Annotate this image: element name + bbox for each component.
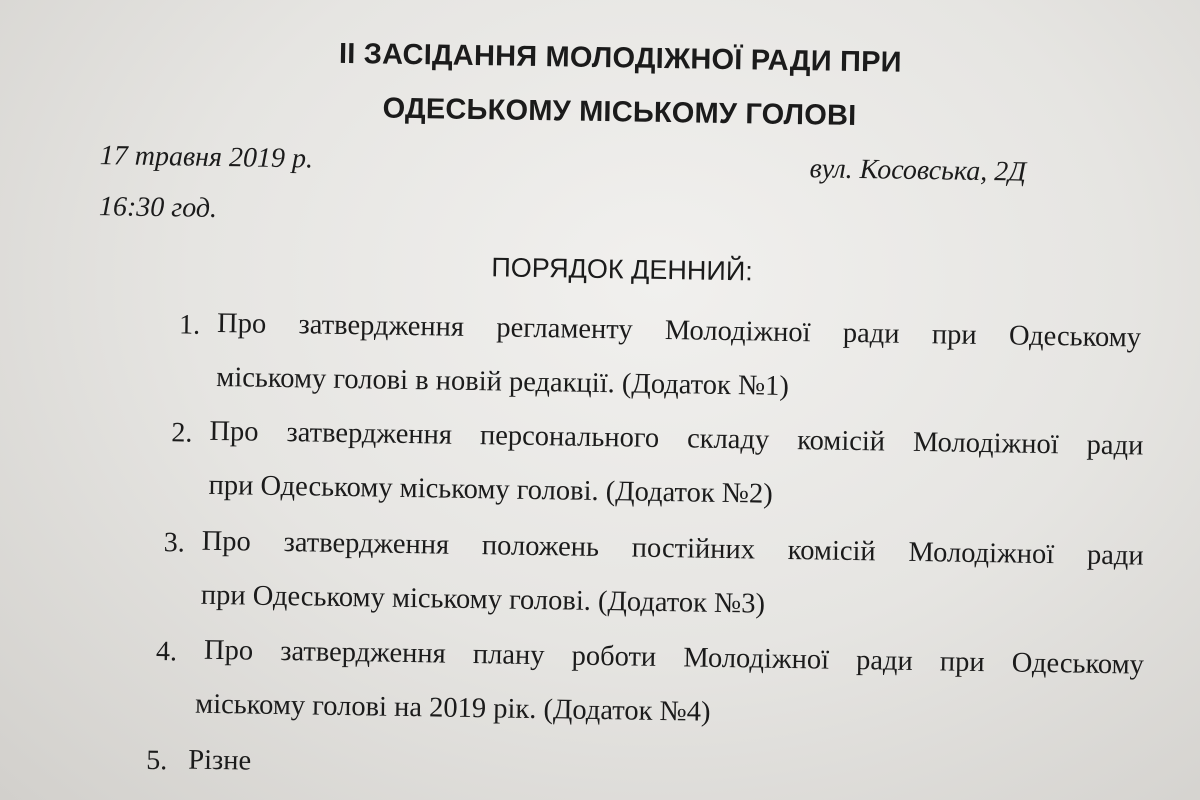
agenda-item-4-number: 4. (155, 636, 178, 668)
meeting-time: 16:30 год. (98, 191, 218, 224)
agenda-item-4-line-2: міському голові на 2019 рік. (Додаток №4) (194, 688, 711, 728)
agenda-item-2-line-2: при Одеському міському голові. (Додаток №2) (208, 469, 773, 510)
agenda-item-1-line-1: Про затвердження регламенту Молодіжної ради при Одеському (216, 307, 1142, 354)
agenda-item-1-number: 1. (178, 309, 201, 341)
agenda-item-2-line-1: Про затвердження персонального складу комісій Молодіжної ради (209, 415, 1144, 462)
agenda-item-3-line-1: Про затвердження положень постійних комісій Молодіжної ради (201, 525, 1144, 572)
agenda-item-5-line-1: Різне (188, 744, 252, 777)
agenda-item-1-line-2: міському голові в новій редакції. (Додаток №1) (216, 361, 790, 402)
agenda-item-5-number: 5. (146, 744, 168, 777)
agenda-item-2-number: 2. (171, 417, 193, 449)
agenda-item-3-number: 3. (163, 527, 185, 559)
meeting-date: 17 травня 2019 р. (99, 140, 314, 175)
title-line-2: ОДЕСЬКОМУ МІСЬКОМУ ГОЛОВІ (382, 92, 857, 132)
agenda-item-4-line-1: Про затвердження плану роботи Молодіжної ради при Одеському (203, 634, 1145, 681)
title-line-1: ІІ ЗАСІДАННЯ МОЛОДІЖНОЇ РАДИ ПРИ (338, 37, 902, 79)
meeting-address: вул. Косовська, 2Д (809, 153, 1027, 188)
agenda-heading: ПОРЯДОК ДЕННИЙ: (491, 252, 753, 287)
agenda-item-3-line-2: при Одеському міському голові. (Додаток №3) (200, 579, 766, 620)
